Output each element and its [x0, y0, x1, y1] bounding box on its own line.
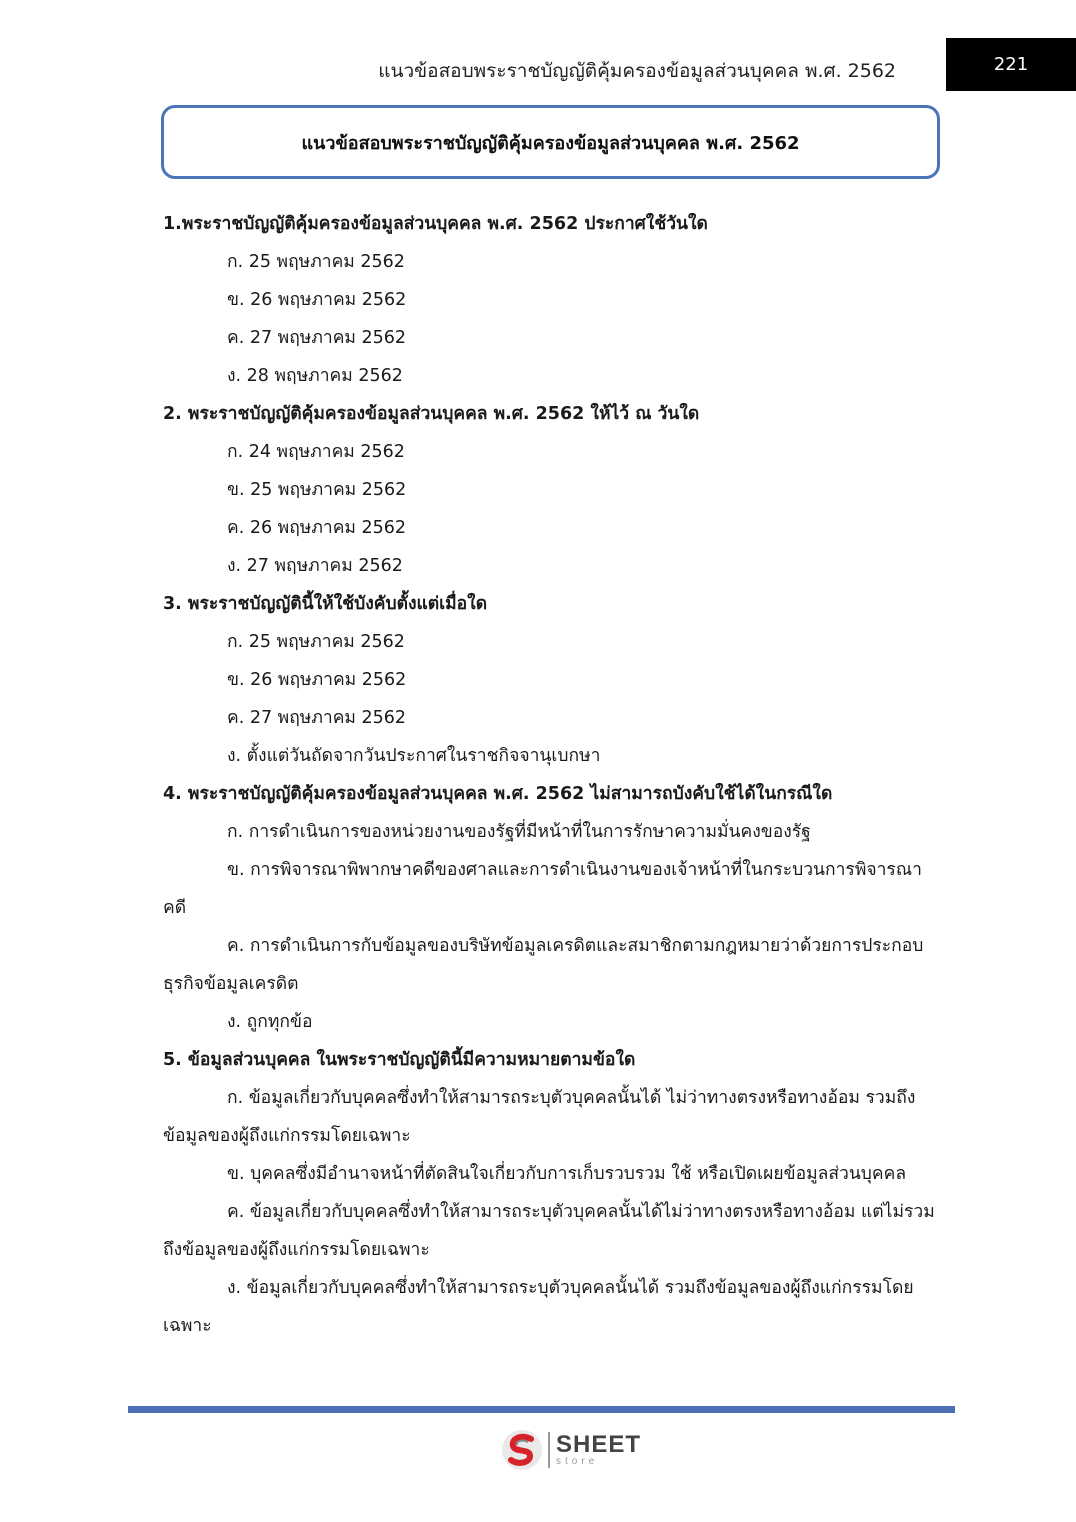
- q4-option-d: ง. ถูกทุกข้อ: [227, 1012, 313, 1032]
- q4-option-a: ก. การดำเนินการของหน่วยงานของรัฐที่มีหน้าที่ในการรักษาความมั่นคงของรัฐ: [227, 822, 811, 842]
- q2-option-d: ง. 27 พฤษภาคม 2562: [227, 556, 403, 576]
- q2-option-b: ข. 25 พฤษภาคม 2562: [227, 480, 407, 500]
- sheet-store-logo-icon: [500, 1428, 544, 1472]
- question-3: 3. พระราชบัญญัตินี้ให้ใช้บังคับตั้งแต่เมื่อใด: [163, 594, 488, 614]
- logo-text: [556, 1433, 641, 1467]
- header-title: แนวข้อสอบพระราชบัญญัติคุ้มครองข้อมูลส่วนบุคคล พ.ศ. 2562: [378, 60, 896, 82]
- question-2: 2. พระราชบัญญัติคุ้มครองข้อมูลส่วนบุคคล พ.ศ. 2562 ให้ไว้ ณ วันใด: [163, 404, 700, 424]
- q3-option-a: ก. 25 พฤษภาคม 2562: [227, 632, 405, 652]
- footer-divider: [128, 1406, 955, 1413]
- question-list: [163, 205, 938, 1345]
- q5-option-b: ข. บุคคลซึ่งมีอำนาจหน้าที่ตัดสินใจเกี่ยวกับการเก็บรวบรวม ใช้ หรือเปิดเผยข้อมูลส่วนบุคคล: [227, 1164, 907, 1184]
- question-4: 4. พระราชบัญญัติคุ้มครองข้อมูลส่วนบุคคล พ.ศ. 2562 ไม่สามารถบังคับใช้ได้ในกรณีใด: [163, 784, 833, 804]
- q1-option-d: ง. 28 พฤษภาคม 2562: [227, 366, 403, 386]
- q1-option-b: ข. 26 พฤษภาคม 2562: [227, 290, 407, 310]
- title-box: แนวข้อสอบพระราชบัญญัติคุ้มครองข้อมูลส่วนบุคคล พ.ศ. 2562: [161, 105, 940, 179]
- question-5: 5. ข้อมูลส่วนบุคคล ในพระราชบัญญัตินี้มีความหมายตามข้อใด: [163, 1050, 636, 1070]
- q3-option-d: ง. ตั้งแต่วันถัดจากวันประกาศในราชกิจจานุเบกษา: [227, 746, 601, 766]
- logo-main-text: SHEET: [556, 1431, 642, 1458]
- sheet-store-logo: [500, 1428, 641, 1472]
- q2-option-c: ค. 26 พฤษภาคม 2562: [227, 518, 407, 538]
- q5-option-d: ง. ข้อมูลเกี่ยวกับบุคคลซึ่งทำให้สามารถระบุตัวบุคคลนั้นได้ รวมถึงข้อมูลของผู้ถึงแก่กรรมโดยเฉพาะ: [163, 1278, 914, 1336]
- q2-option-a: ก. 24 พฤษภาคม 2562: [227, 442, 405, 462]
- q4-option-b: ข. การพิจารณาพิพากษาคดีของศาลและการดำเนินงานของเจ้าหน้าที่ในกระบวนการพิจารณาคดี: [163, 860, 922, 918]
- q1-option-c: ค. 27 พฤษภาคม 2562: [227, 328, 407, 348]
- q5-option-a: ก. ข้อมูลเกี่ยวกับบุคคลซึ่งทำให้สามารถระบุตัวบุคคลนั้นได้ ไม่ว่าทางตรงหรือทางอ้อม รวมถึงข้อมูลของผู้ถึงแก่กรรมโดยเฉพาะ: [163, 1088, 916, 1146]
- page-number: 221: [946, 38, 1076, 91]
- logo-sub-text: store: [556, 1456, 599, 1467]
- q4-option-c: ค. การดำเนินการกับข้อมูลของบริษัทข้อมูลเครดิตและสมาชิกตามกฎหมายว่าด้วยการประกอบธุรกิจข้อมูลเครดิต: [163, 936, 924, 994]
- q5-option-c: ค. ข้อมูลเกี่ยวกับบุคคลซึ่งทำให้สามารถระบุตัวบุคคลนั้นได้ไม่ว่าทางตรงหรือทางอ้อม แต่ไม่รวมถึงข้อมูลของผู้ถึงแก่กรรมโดยเฉพาะ: [163, 1202, 935, 1260]
- q3-option-c: ค. 27 พฤษภาคม 2562: [227, 708, 407, 728]
- logo-separator: [548, 1432, 550, 1468]
- question-1: 1.พระราชบัญญัติคุ้มครองข้อมูลส่วนบุคคล พ.ศ. 2562 ประกาศใช้วันใด: [163, 214, 708, 234]
- q3-option-b: ข. 26 พฤษภาคม 2562: [227, 670, 407, 690]
- q1-option-a: ก. 25 พฤษภาคม 2562: [227, 252, 405, 272]
